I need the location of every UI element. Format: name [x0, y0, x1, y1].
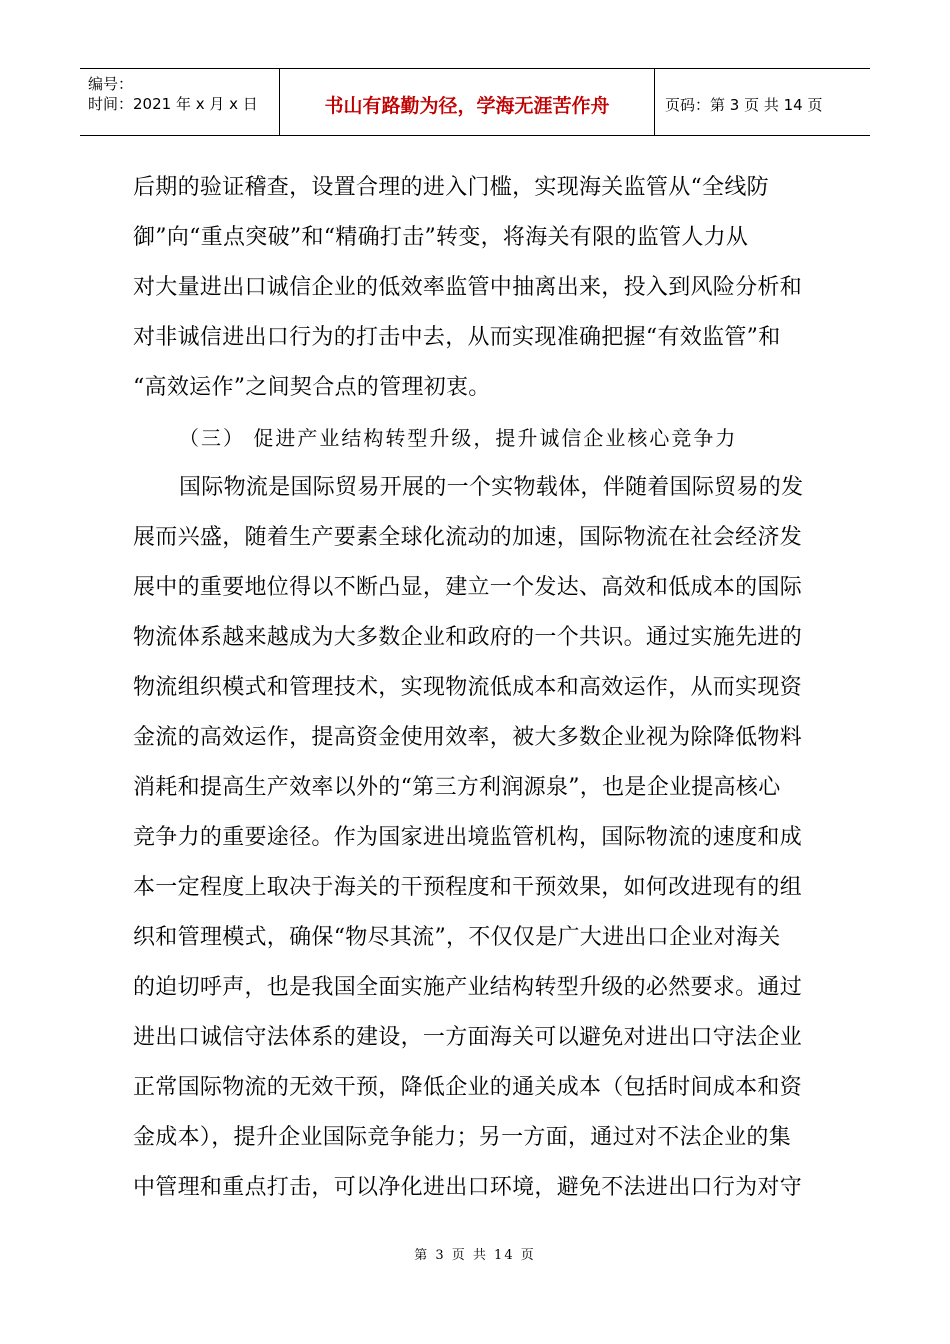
body-line: 展而兴盛，随着生产要素全球化流动的加速，国际物流在社会经济发 — [133, 525, 803, 550]
body-line: 御”向“重点突破”和“精确打击”转变，将海关有限的监管人力从 — [133, 225, 749, 250]
body-line: 展中的重要地位得以不断凸显，建立一个发达、高效和低成本的国际 — [133, 575, 803, 600]
body-line: “高效运作”之间契合点的管理初衷。 — [133, 375, 491, 400]
body-line: 正常国际物流的无效干预，降低企业的通关成本（包括时间成本和资 — [133, 1075, 803, 1100]
body-line: 国际物流是国际贸易开展的一个实物载体，伴随着国际贸易的发 — [179, 475, 804, 500]
header-motto-cell — [280, 69, 655, 135]
body-line: 金流的高效运作，提高资金使用效率，被大多数企业视为除降低物料 — [133, 725, 803, 750]
body-line: 中管理和重点打击，可以净化进出口环境，避免不法进出口行为对守 — [133, 1175, 803, 1200]
body-line: 对大量进出口诚信企业的低效率监管中抽离出来，投入到风险分析和 — [133, 275, 803, 300]
body-line: 竞争力的重要途径。作为国家进出境监管机构，国际物流的速度和成 — [133, 825, 803, 850]
body-line: 消耗和提高生产效率以外的“第三方利润源泉”，也是企业提高核心 — [133, 775, 781, 800]
body-line: 的迫切呼声，也是我国全面实施产业结构转型升级的必然要求。通过 — [133, 975, 803, 1000]
document-header — [80, 68, 870, 136]
body-line: 后期的验证稽查，设置合理的进入门槛，实现海关监管从“全线防 — [133, 175, 769, 200]
page-footer: 第 3 页 共 14 页 — [414, 1248, 536, 1263]
body-line: 物流组织模式和管理技术，实现物流低成本和高效运作，从而实现资 — [133, 675, 803, 700]
body-line: 本一定程度上取决于海关的干预程度和干预效果，如何改进现有的组 — [133, 875, 803, 900]
document-body — [133, 163, 818, 1213]
body-line: 金成本），提升企业国际竞争能力；另一方面，通过对不法企业的集 — [133, 1125, 792, 1150]
section-heading: （三） 促进产业结构转型升级，提升诚信企业核心竞争力 — [179, 426, 738, 450]
header-page-cell — [655, 69, 870, 135]
document-number-label: 编号： — [88, 75, 134, 93]
document-time-label: 时间：2021 年 x 月 x 日 — [88, 95, 258, 113]
body-line: 对非诚信进出口行为的打击中去，从而实现准确把握“有效监管”和 — [133, 325, 781, 350]
body-line: 物流体系越来越成为大多数企业和政府的一个共识。通过实施先进的 — [133, 625, 803, 650]
header-page-info: 页码：第 3 页 共 14 页 — [665, 96, 823, 114]
body-line: 进出口诚信守法体系的建设，一方面海关可以避免对进出口守法企业 — [133, 1025, 803, 1050]
header-motto: 书山有路勤为径，学海无涯苦作舟 — [324, 95, 610, 117]
header-meta-cell — [80, 69, 280, 135]
body-line: 织和管理模式，确保“物尽其流”，不仅仅是广大进出口企业对海关 — [133, 925, 781, 950]
